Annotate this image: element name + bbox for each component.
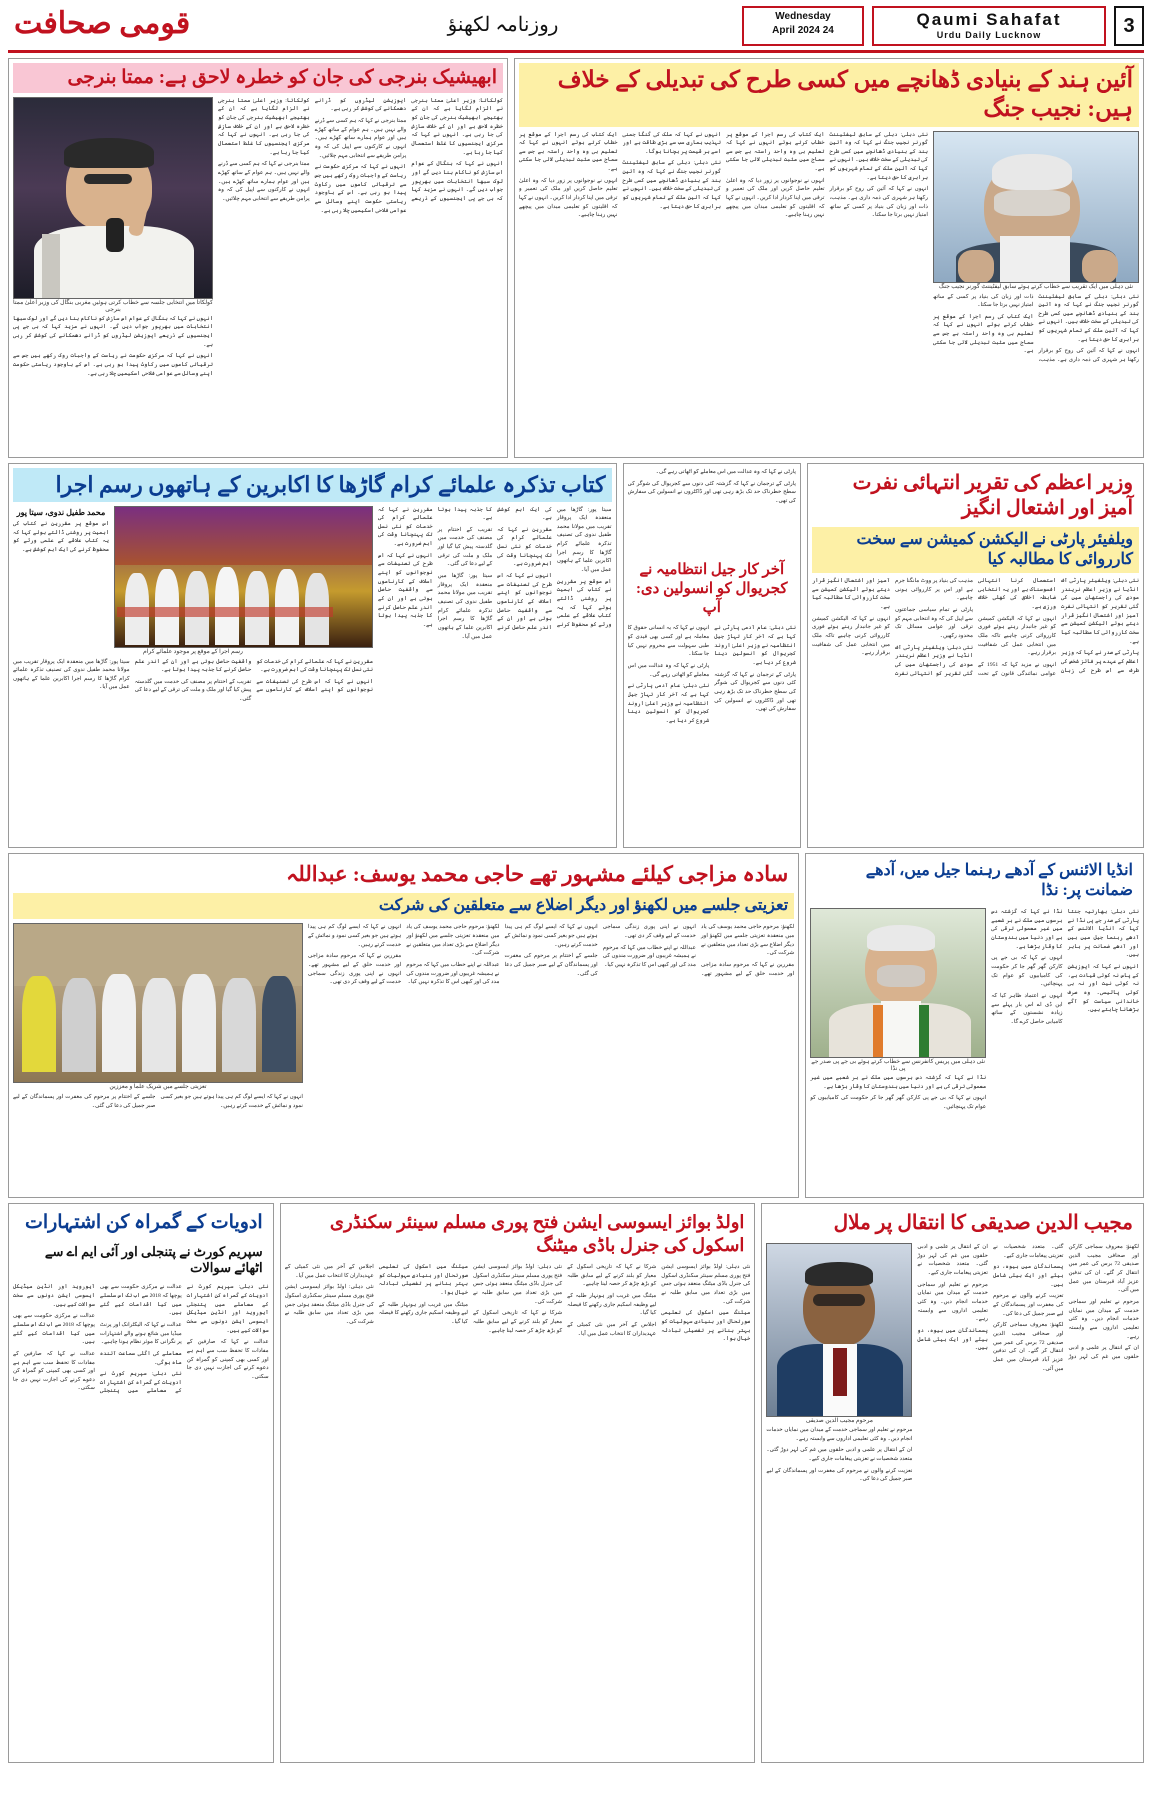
medicines-headline-sub: سپریم کورٹ نے پتنجلی اور آئی ایم اے سے اٹھائے سوالات: [44, 1243, 263, 1275]
school-headline: اولڈ بوائز ایسوسی ایشن فتح پوری مسلم سینئر سکنڈری اسکول کی جنرل باڈی میٹنگ: [329, 1212, 745, 1255]
masthead: [8, 6, 1144, 53]
welfare-headline-main: وزیر اعظم کی تقریر انتہائی نفرت آمیز اور اشتعال انگیز: [852, 472, 1133, 519]
mamata-headline: ابھیشیک بنرجی کی جان کو خطرہ لاحق ہے: ممتا بنرجی: [13, 63, 503, 93]
kitab-photo: [114, 506, 373, 648]
medicines-headline-main: ادویات کے گمراہ کن اشتہارات: [24, 1212, 263, 1233]
band-middle: [8, 463, 1144, 848]
obituary-headline: مجیب الدین صدیقی کا انتقال پر ملال: [833, 1212, 1133, 1234]
mamata-caption: کولکاتا میں انتخابی جلسہ سے خطاب کرتی ہوئیں مغربی بنگال کی وزیر اعلیٰ ممتا بنرجی: [12, 299, 213, 313]
masthead-date: [742, 6, 864, 46]
article-najeeb-jung: [514, 58, 1144, 458]
obituary-body-right: لکھنؤ: معروف سماجی کارکن اور صحافی مجیب الدین صدیقی 72 برس کی عمر میں انتقال کر گئے۔ ان کی تدفین عزیز آباد قبرستان میں عمل میں آئی۔ مرحوم نے تعلیم اور سماجی خدمت کے میدان میں نمایاں خدمات انجام دیں۔ وہ کئی تعلیمی اداروں سے وابستہ رہے۔ ان کے انتقال پر علمی و ادبی حلقوں میں غم کی لہر دوڑ گئی۔ متعدد شخصیات نے تعزیتی پیغامات جاری کیے۔ پسماندگان میں بیوہ، دو بیٹے اور ایک بیٹی شامل ہیں۔ تعزیت کرنے والوں نے مرحوم کی مغفرت اور پسماندگان کے لیے صبر جمیل کی دعا کی۔ لکھنؤ: معروف سماجی کارکن اور صحافی مجیب الدین صدیقی 72 برس کی عمر میں انتقال کر گئے۔ ان کی تدفین عزیز آباد قبرستان میں عمل میں آئی۔ ان کے انتقال پر علمی و ادبی حلقوں میں غم کی لہر دوڑ گئی۔ متعدد شخصیات نے تعزیتی پیغامات جاری کیے۔ مرحوم نے تعلیم اور سماجی خدمت کے میدان میں نمایاں خدمات انجام دیں۔ وہ کئی تعلیمی اداروں سے وابستہ رہے۔ پسماندگان میں بیوہ، دو بیٹے اور ایک بیٹی شامل ہیں۔: [917, 1244, 1139, 1372]
welfare-body: نئی دہلی: ویلفیئر پارٹی آف انڈیا نے وزیر اعظم نریندر مودی کی راجستھان میں کی گئی تقریر کو انتہائی نفرت آمیز اور اشتعال انگیز قرار دیتے ہوئے الیکشن کمیشن سے سخت کارروائی کا مطالبہ کیا ہے۔ پارٹی کے صدر نے کہا کہ وزیر اعظم کے عہدے پر فائز شخص کی طرف سے اس طرح کی زبان استعمال کرنا انتہائی افسوسناک ہے اور یہ انتخابی ضابطہ اخلاق کی کھلی خلاف ورزی ہے۔ انہوں نے کہا کہ الیکشن کمیشن کو غیر جانبدار رہتے ہوئے فوری کارروائی کرنی چاہیے تاکہ ملک میں انتخابی عمل کی شفافیت برقرار رہے۔ انہوں نے مزید کہا کہ 1951 کے عوامی نمائندگی قانون کے تحت مذہب کی بنیاد پر ووٹ مانگنا جرم ہے اور اس پر کارروائی ہونی چاہیے۔ پارٹی نے تمام سیاسی جماعتوں سے اپیل کی کہ وہ انتخابی مہم کو ترقی اور عوامی مسائل تک محدود رکھیں۔ نئی دہلی: ویلفیئر پارٹی آف انڈیا نے وزیر اعظم نریندر مودی کی راجستھان میں کی گئی تقریر کو انتہائی نفرت آمیز اور اشتعال انگیز قرار دیتے ہوئے الیکشن کمیشن سے سخت کارروائی کا مطالبہ کیا ہے۔ انہوں نے کہا کہ الیکشن کمیشن کو غیر جانبدار رہتے ہوئے فوری کارروائی کرنی چاہیے تاکہ ملک میں انتخابی عمل کی شفافیت برقرار رہے۔: [812, 578, 1139, 677]
jail-body-top: پارٹی نے کہا کہ وہ عدالت میں اس معاملے کو اٹھاتی رہے گی۔ پارٹی کے ترجمان نے کہا کہ گزشتہ کئی دنوں سے کجریوال کی شوگر کی سطح خطرناک حد تک بڑھ رہی تھی اور ڈاکٹروں نے انسولین کی سفارش کی تھی۔: [627, 469, 796, 504]
nadda-photo: [810, 908, 986, 1058]
article-jail-insulin: [623, 463, 801, 848]
page-number: 3: [1114, 6, 1144, 46]
mamata-photo: [13, 97, 213, 299]
masthead-date-value: 24 April 2024: [772, 24, 834, 36]
band-lower: [8, 853, 1144, 1198]
masthead-english: [872, 6, 1106, 46]
najeeb-headline: آئین ہند کے بنیادی ڈھانچے میں کسی طرح کی تبدیلی کے خلاف ہیں: نجیب جنگ: [519, 63, 1139, 127]
article-haji-yusuf: [8, 853, 799, 1198]
haji-body-right: لکھنؤ: مرحوم حاجی محمد یوسف کی یاد میں منعقدہ تعزیتی جلسے میں لکھنؤ اور دیگر اضلاع سے بڑی تعداد میں متعلقین نے شرکت کی۔ مقررین نے کہا کہ مرحوم سادہ مزاجی اور خدمت خلق کے لیے مشہور تھے۔ انہوں نے اپنی پوری زندگی سماجی خدمت کے لیے وقف کر دی تھی۔ عبداللہ نے اپنے خطاب میں کہا کہ مرحوم نے ہمیشہ غریبوں اور ضرورت مندوں کی مدد کی اور کبھی اس کا تذکرہ نہیں کیا۔ انہوں نے کہا کہ ایسے لوگ کم ہی پیدا ہوتے ہیں جو بغیر کسی نمود و نمائش کے خدمت کرتے رہیں۔ جلسے کے اختتام پر مرحوم کی مغفرت اور پسماندگان کے لیے صبر جمیل کی دعا کی گئی۔ لکھنؤ: مرحوم حاجی محمد یوسف کی یاد میں منعقدہ تعزیتی جلسے میں لکھنؤ اور دیگر اضلاع سے بڑی تعداد میں متعلقین نے شرکت کی۔ عبداللہ نے اپنے خطاب میں کہا کہ مرحوم نے ہمیشہ غریبوں اور ضرورت مندوں کی مدد کی اور کبھی اس کا تذکرہ نہیں کیا۔ انہوں نے کہا کہ ایسے لوگ کم ہی پیدا ہوتے ہیں جو بغیر کسی نمود و نمائش کے خدمت کرتے رہیں۔ مقررین نے کہا کہ مرحوم سادہ مزاجی اور خدمت خلق کے لیے مشہور تھے۔ انہوں نے اپنی پوری زندگی سماجی خدمت کے لیے وقف کر دی تھی۔: [308, 924, 795, 986]
haji-headline-sub: تعزیتی جلسے میں لکھنؤ اور دیگر اضلاع سے متعلقین کی شرکت: [13, 893, 794, 919]
masthead-day: Wednesday: [775, 11, 831, 22]
kitab-byline: محمد طفیل ندوی، سیتا پور: [16, 507, 106, 517]
masthead-urdu-title: قومی صحافت: [14, 7, 191, 40]
article-school-meeting: [280, 1203, 756, 1763]
kitab-caption: رسم اجرا کے موقع پر موجود علمائے کرام: [143, 648, 243, 655]
article-medicines-ads: [8, 1203, 274, 1763]
article-obituary: [761, 1203, 1144, 1763]
nadda-caption: نئی دہلی میں پریس کانفرنس سے خطاب کرتے ہوئے بی جے پی صدر جے پی نڈا: [811, 1059, 986, 1072]
article-mamata: [8, 58, 508, 458]
article-welfare-party: [807, 463, 1144, 848]
obituary-photo: [766, 1243, 912, 1417]
obituary-caption: مرحوم مجیب الدین صدیقی: [805, 1418, 873, 1424]
masthead-urdu-subtitle: روزنامہ لکھنؤ: [447, 14, 559, 36]
masthead-english-title: Qaumi Sahafat: [916, 10, 1062, 29]
najeeb-caption: نئی دہلی میں ایک تقریب سے خطاب کرتے ہوئے سابق لیفٹیننٹ گورنر نجیب جنگ: [938, 283, 1134, 290]
najeeb-photo: [933, 131, 1139, 283]
mamata-body-left: انہوں نے کہا کہ بنگال کے عوام اس سازش کو ناکام بنا دیں گے اور لوک سبھا انتخابات میں بھرپور جواب دیں گے۔ انہوں نے مزید کہا کہ بی جے پی ایجنسیوں کے ذریعے اپوزیشن لیڈروں کو ڈرانے دھمکانے کی کوشش کر رہی ہے۔ انہوں نے کہا کہ مرکزی حکومت نے ریاست کے واجبات روک رکھے ہیں جس سے ترقیاتی کاموں میں رکاوٹ پیدا ہو رہی ہے۔ اس کے باوجود ریاستی حکومت اپنے وسائل سے عوامی فلاحی اسکیمیں چلا رہی ہے۔: [13, 315, 213, 377]
band-top: [8, 58, 1144, 458]
kitab-headline: کتاب تذکرہ علمائے کرام گاڑھا کا اکابرین کے ہاتھوں رسم اجرا: [13, 468, 612, 502]
band-bottom: [8, 1203, 1144, 1763]
medicines-body: نئی دہلی: سپریم کورٹ نے ادویات کے گمراہ کن اشتہارات کے معاملے میں پتنجلی آیوروید اور انڈین میڈیکل ایسوسی ایشن دونوں سے سخت سوالات کیے ہیں۔ عدالت نے کہا کہ صارفین کے مفادات کا تحفظ سب سے اہم ہے اور کسی بھی کمپنی کو گمراہ کن دعوے کرنے کی اجازت نہیں دی جا سکتی۔ عدالت نے مرکزی حکومت سے بھی پوچھا کہ 2018 سے اب تک اس سلسلے میں کیا اقدامات کیے گئے ہیں۔ عدالت نے کہا کہ الیکٹرانک اور پرنٹ میڈیا میں شائع ہونے والے اشتہارات پر نگرانی کا موثر نظام ہونا چاہیے۔ معاملے کی اگلی سماعت آئندہ ماہ ہوگی۔ نئی دہلی: سپریم کورٹ نے ادویات کے گمراہ کن اشتہارات کے معاملے میں پتنجلی آیوروید اور انڈین میڈیکل ایسوسی ایشن دونوں سے سخت سوالات کیے ہیں۔ عدالت نے مرکزی حکومت سے بھی پوچھا کہ 2018 سے اب تک اس سلسلے میں کیا اقدامات کیے گئے ہیں۔ عدالت نے کہا کہ صارفین کے مفادات کا تحفظ سب سے اہم ہے اور کسی بھی کمپنی کو گمراہ کن دعوے کرنے کی اجازت نہیں دی جا سکتی۔: [13, 1284, 269, 1395]
article-kitab-tazkira: [8, 463, 617, 848]
haji-photo: [13, 923, 303, 1083]
kitab-body-right: سیتا پور: گاڑھا میں منعقدہ ایک پروقار تقریب میں مولانا محمد طفیل ندوی کی تصنیف تذکرہ علمائے کرام گاڑھا کا رسم اجرا اکابرین علما کے ہاتھوں عمل میں آیا۔ اس موقع پر مقررین نے کتاب کی اہمیت پر روشنی ڈالتے ہوئے کہا کہ یہ کتاب علاقے کے علمی ورثے کو محفوظ کرنے کی ایک اہم کوشش ہے۔ مقررین نے کہا کہ علمائے کرام کی خدمات کو نئی نسل تک پہنچانا وقت کی اہم ضرورت ہے۔ انہوں نے کہا کہ اس طرح کی تصنیفات سے نوجوانوں کو اپنے اسلاف کے کارناموں سے واقفیت حاصل ہوتی ہے اور ان کے اندر علم حاصل کرنے کا جذبہ پیدا ہوتا ہے۔ تقریب کے اختتام پر مصنف کی خدمت میں گلدستہ پیش کیا گیا اور ملک و ملت کی ترقی کے لیے دعا کی گئی۔ سیتا پور: گاڑھا میں منعقدہ ایک پروقار تقریب میں مولانا محمد طفیل ندوی کی تصنیف تذکرہ علمائے کرام گاڑھا کا رسم اجرا اکابرین علما کے ہاتھوں عمل میں آیا۔ مقررین نے کہا کہ علمائے کرام کی خدمات کو نئی نسل تک پہنچانا وقت کی اہم ضرورت ہے۔ انہوں نے کہا کہ اس طرح کی تصنیفات سے نوجوانوں کو اپنے اسلاف کے کارناموں سے واقفیت حاصل ہوتی ہے اور ان کے اندر علم حاصل کرنے کا جذبہ پیدا ہوتا ہے۔: [378, 506, 612, 640]
jail-headline: آخر کار جیل انتظامیہ نے کجریوال کو انسولین دی: آپ: [635, 562, 788, 616]
najeeb-body-right: نئی دہلی: دہلی کے سابق لیفٹیننٹ گورنر نجیب جنگ نے کہا کہ وہ آئین ہند کے بنیادی ڈھانچے میں کسی طرح کی تبدیلی کے سخت خلاف ہیں۔ انہوں نے کہا کہ آئین ملک کے تمام شہریوں کو برابری کا حق دیتا ہے۔ انہوں نے کہا کہ آئین کی روح کو برقرار رکھنا ہر شہری کی ذمہ داری ہے۔ مذہب، ذات اور زبان کی بنیاد پر کسی کے ساتھ امتیاز نہیں برتا جا سکتا۔ ایک کتاب کی رسم اجرا کے موقع پر خطاب کرتے ہوئے انہوں نے کہا کہ تعلیم ہی وہ واحد راستہ ہے جس سے سماج میں مثبت تبدیلی لائی جا سکتی ہے۔ انہوں نے نوجوانوں پر زور دیا کہ وہ اعلیٰ تعلیم حاصل کریں اور ملک کی تعمیر و ترقی میں اپنا کردار ادا کریں۔ انہوں نے کہا کہ اقلیتوں کو تعلیمی میدان میں پیچھے نہیں رہنا چاہیے۔ انہوں نے کہا کہ ملک کی گنگا جمنی تہذیب ہماری سب سے بڑی طاقت ہے اور اسے ہر قیمت پر بچانا ہوگا۔ نئی دہلی: دہلی کے سابق لیفٹیننٹ گورنر نجیب جنگ نے کہا کہ وہ آئین ہند کے بنیادی ڈھانچے میں کسی طرح کی تبدیلی کے سخت خلاف ہیں۔ انہوں نے کہا کہ آئین ملک کے تمام شہریوں کو برابری کا حق دیتا ہے۔ ایک کتاب کی رسم اجرا کے موقع پر خطاب کرتے ہوئے انہوں نے کہا کہ تعلیم ہی وہ واحد راستہ ہے جس سے سماج میں مثبت تبدیلی لائی جا سکتی ہے۔ انہوں نے نوجوانوں پر زور دیا کہ وہ اعلیٰ تعلیم حاصل کریں اور ملک کی تعمیر و ترقی میں اپنا کردار ادا کریں۔ انہوں نے کہا کہ اقلیتوں کو تعلیمی میدان میں پیچھے نہیں رہنا چاہیے۔: [519, 131, 928, 219]
haji-body-bottom: انہوں نے کہا کہ ایسے لوگ کم ہی پیدا ہوتے ہیں جو بغیر کسی نمود و نمائش کے خدمت کرتے رہیں۔ جلسے کے اختتام پر مرحوم کی مغفرت اور پسماندگان کے لیے صبر جمیل کی دعا کی گئی۔: [13, 1094, 303, 1109]
nadda-headline: انڈیا الائنس کے آدھے رہنما جیل میں، آدھے ضمانت پر: نڈا: [865, 862, 1133, 899]
najeeb-body-left: نئی دہلی: دہلی کے سابق لیفٹیننٹ گورنر نجیب جنگ نے کہا کہ وہ آئین ہند کے بنیادی ڈھانچے میں کسی طرح کی تبدیلی کے سخت خلاف ہیں۔ انہوں نے کہا کہ آئین ملک کے تمام شہریوں کو برابری کا حق دیتا ہے۔ انہوں نے کہا کہ آئین کی روح کو برقرار رکھنا ہر شہری کی ذمہ داری ہے۔ مذہب، ذات اور زبان کی بنیاد پر کسی کے ساتھ امتیاز نہیں برتا جا سکتا۔ ایک کتاب کی رسم اجرا کے موقع پر خطاب کرتے ہوئے انہوں نے کہا کہ تعلیم ہی وہ واحد راستہ ہے جس سے سماج میں مثبت تبدیلی لائی جا سکتی ہے۔: [933, 293, 1139, 364]
haji-caption: تعزیتی جلسے میں شریک علما و معززین: [109, 1084, 207, 1091]
school-body: نئی دہلی: اولڈ بوائز ایسوسی ایشن فتح پوری مسلم سینئر سکنڈری اسکول کی جنرل باڈی میٹنگ منعقد ہوئی جس میں بڑی تعداد میں سابق طلبہ نے شرکت کی۔ میٹنگ میں اسکول کی تعلیمی صورتحال اور بنیادی سہولیات کو بہتر بنانے پر تفصیلی تبادلہ خیال ہوا۔ شرکا نے کہا کہ تاریخی اسکول کے معیار کو بلند کرنے کے لیے سابق طلبہ کو بڑھ چڑھ کر حصہ لینا چاہیے۔ میٹنگ میں غریب اور ہونہار طلبہ کے لیے وظیفہ اسکیم جاری رکھنے کا فیصلہ کیا گیا۔ اجلاس کے آخر میں نئی کمیٹی کے عہدیداران کا انتخاب عمل میں آیا۔ نئی دہلی: اولڈ بوائز ایسوسی ایشن فتح پوری مسلم سینئر سکنڈری اسکول کی جنرل باڈی میٹنگ منعقد ہوئی جس میں بڑی تعداد میں سابق طلبہ نے شرکت کی۔ شرکا نے کہا کہ تاریخی اسکول کے معیار کو بلند کرنے کے لیے سابق طلبہ کو بڑھ چڑھ کر حصہ لینا چاہیے۔ میٹنگ میں اسکول کی تعلیمی صورتحال اور بنیادی سہولیات کو بہتر بنانے پر تفصیلی تبادلہ خیال ہوا۔ میٹنگ میں غریب اور ہونہار طلبہ کے لیے وظیفہ اسکیم جاری رکھنے کا فیصلہ کیا گیا۔ اجلاس کے آخر میں نئی کمیٹی کے عہدیداران کا انتخاب عمل میں آیا۔ نئی دہلی: اولڈ بوائز ایسوسی ایشن فتح پوری مسلم سینئر سکنڈری اسکول کی جنرل باڈی میٹنگ منعقد ہوئی جس میں بڑی تعداد میں سابق طلبہ نے شرکت کی۔: [284, 1264, 751, 1343]
kitab-body-byline-col: اس موقع پر مقررین نے کتاب کی اہمیت پر روشنی ڈالتے ہوئے کہا کہ یہ کتاب علاقے کے علمی ورثے کو محفوظ کرنے کی ایک اہم کوشش ہے۔: [13, 520, 109, 553]
haji-headline-main: سادہ مزاجی کیلئے مشہور تھے حاجی محمد یوسف: عبداللہ: [286, 862, 789, 886]
nadda-body-left: نڈا نے کہا کہ گزشتہ دس برسوں میں ملک نے ہر شعبے میں غیر معمولی ترقی کی ہے اور دنیا میں ہندوستان کا وقار بڑھا ہے۔ انہوں نے کہا کہ بی جے پی کارکن گھر گھر جا کر حکومت کی کامیابیوں کو عوام تک پہنچائیں۔: [810, 1075, 987, 1110]
mamata-body-right: کولکاتا: وزیر اعلیٰ ممتا بنرجی نے الزام لگایا ہے کہ ان کے بھتیجے ابھیشیک بنرجی کی جان کو خطرہ لاحق ہے اور ان کے خلاف سازش کی جا رہی ہے۔ انہوں نے کہا کہ مرکزی ایجنسیوں کا غلط استعمال کیا جا رہا ہے۔ انہوں نے کہا کہ بنگال کے عوام اس سازش کو ناکام بنا دیں گے اور لوک سبھا انتخابات میں بھرپور جواب دیں گے۔ انہوں نے مزید کہا کہ بی جے پی ایجنسیوں کے ذریعے اپوزیشن لیڈروں کو ڈرانے دھمکانے کی کوشش کر رہی ہے۔ ممتا بنرجی نے کہا کہ ہم کسی سے ڈرنے والے نہیں ہیں۔ ہم عوام کے ساتھ کھڑے ہیں اور عوام ہمارے ساتھ کھڑے ہیں۔ انہوں نے کارکنوں سے اپیل کی کہ وہ پرامن طریقے سے انتخابی مہم چلائیں۔ انہوں نے کہا کہ مرکزی حکومت نے ریاست کے واجبات روک رکھے ہیں جس سے ترقیاتی کاموں میں رکاوٹ پیدا ہو رہی ہے۔ اس کے باوجود ریاستی حکومت اپنے وسائل سے عوامی فلاحی اسکیمیں چلا رہی ہے۔ کولکاتا: وزیر اعلیٰ ممتا بنرجی نے الزام لگایا ہے کہ ان کے بھتیجے ابھیشیک بنرجی کی جان کو خطرہ لاحق ہے اور ان کے خلاف سازش کی جا رہی ہے۔ انہوں نے کہا کہ مرکزی ایجنسیوں کا غلط استعمال کیا جا رہا ہے۔ ممتا بنرجی نے کہا کہ ہم کسی سے ڈرنے والے نہیں ہیں۔ ہم عوام کے ساتھ کھڑے ہیں اور عوام ہمارے ساتھ کھڑے ہیں۔ انہوں نے کارکنوں سے اپیل کی کہ وہ پرامن طریقے سے انتخابی مہم چلائیں۔: [218, 97, 503, 214]
obituary-body-left: مرحوم نے تعلیم اور سماجی خدمت کے میدان میں نمایاں خدمات انجام دیں۔ وہ کئی تعلیمی اداروں سے وابستہ رہے۔ ان کے انتقال پر علمی و ادبی حلقوں میں غم کی لہر دوڑ گئی۔ متعدد شخصیات نے تعزیتی پیغامات جاری کیے۔ تعزیت کرنے والوں نے مرحوم کی مغفرت اور پسماندگان کے لیے صبر جمیل کی دعا کی۔: [766, 1427, 913, 1483]
masthead-english-subtitle: Urdu Daily Lucknow: [936, 30, 1042, 40]
article-nadda: [805, 853, 1144, 1198]
jail-body: نئی دہلی: عام آدمی پارٹی نے کہا ہے کہ آخر کار تہاڑ جیل انتظامیہ نے وزیر اعلیٰ اروند کجریوال کو انسولین دینا شروع کر دیا ہے۔ پارٹی کے ترجمان نے کہا کہ گزشتہ کئی دنوں سے کجریوال کی شوگر کی سطح خطرناک حد تک بڑھ رہی تھی اور ڈاکٹروں نے انسولین کی سفارش کی تھی۔ انہوں نے کہا کہ یہ انسانی حقوق کا معاملہ ہے اور کسی بھی قیدی کو طبی سہولت سے محروم نہیں کیا جا سکتا۔ پارٹی نے کہا کہ وہ عدالت میں اس معاملے کو اٹھاتی رہے گی۔ نئی دہلی: عام آدمی پارٹی نے کہا ہے کہ آخر کار تہاڑ جیل انتظامیہ نے وزیر اعلیٰ اروند کجریوال کو انسولین دینا شروع کر دیا ہے۔: [627, 625, 796, 724]
kitab-body-bottom: مقررین نے کہا کہ علمائے کرام کی خدمات کو نئی نسل تک پہنچانا وقت کی اہم ضرورت ہے۔ انہوں نے کہا کہ اس طرح کی تصنیفات سے نوجوانوں کو اپنے اسلاف کے کارناموں سے واقفیت حاصل ہوتی ہے اور ان کے اندر علم حاصل کرنے کا جذبہ پیدا ہوتا ہے۔ تقریب کے اختتام پر مصنف کی خدمت میں گلدستہ پیش کیا گیا اور ملک و ملت کی ترقی کے لیے دعا کی گئی۔ سیتا پور: گاڑھا میں منعقدہ ایک پروقار تقریب میں مولانا محمد طفیل ندوی کی تصنیف تذکرہ علمائے کرام گاڑھا کا رسم اجرا اکابرین علما کے ہاتھوں عمل میں آیا۔: [13, 658, 373, 703]
welfare-headline-sub: ویلفیئر پارٹی نے الیکشن کمیشن سے سخت کارروائی کا مطالبہ کیا: [812, 527, 1139, 573]
nadda-body-right: نئی دہلی: بھارتیہ جنتا پارٹی کے صدر جے پی نڈا نے کہا کہ انڈیا الائنس کے آدھے رہنما جیل میں ہیں اور آدھے ضمانت پر باہر ہیں۔ انہوں نے کہا کہ اپوزیشن کے پاس نہ کوئی قیادت ہے، نہ کوئی نیت اور نہ ہی کوئی پالیسی۔ وہ صرف خاندانی سیاست کو آگے بڑھانا چاہتے ہیں۔ نڈا نے کہا کہ گزشتہ دس برسوں میں ملک نے ہر شعبے میں غیر معمولی ترقی کی ہے اور دنیا میں ہندوستان کا وقار بڑھا ہے۔ انہوں نے کہا کہ بی جے پی کارکن گھر گھر جا کر حکومت کی کامیابیوں کو عوام تک پہنچائیں۔ انہوں نے اعتماد ظاہر کیا کہ این ڈی اے اس بار پہلے سے زیادہ نشستوں کے ساتھ کامیابی حاصل کرے گا۔: [991, 909, 1139, 1025]
